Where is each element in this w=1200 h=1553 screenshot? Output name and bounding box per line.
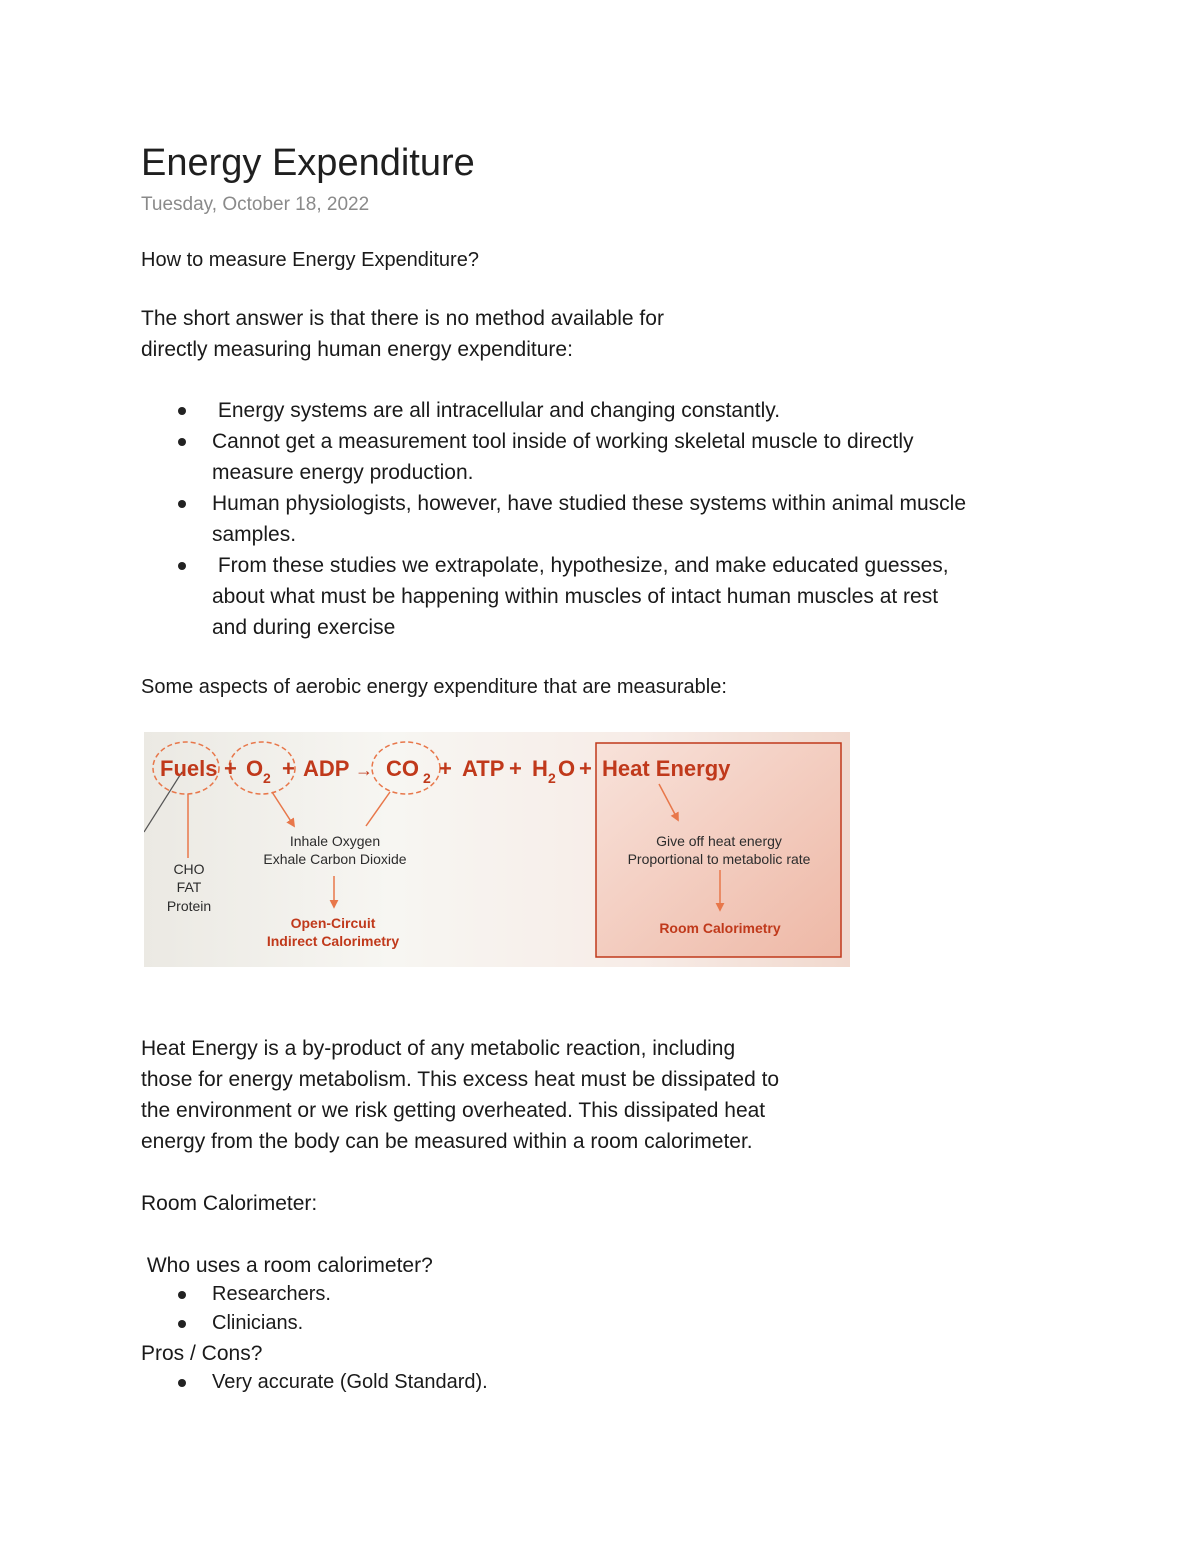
svg-text:+ [282,756,295,781]
gas-line: Exhale Carbon Dioxide [263,851,407,867]
svg-text:2 [263,770,271,786]
list-item-line: Human physiologists, however, have studied these systems within animal muscle [212,492,967,515]
gas-line: Inhale Oxygen [289,833,381,849]
list-item-line: about what must be happening within muscles of intact human muscles at rest [212,585,939,608]
list-item-line: and during exercise [212,616,396,639]
list-item-line: Cannot get a measurement tool inside of working skeletal muscle to directly [212,430,914,453]
fuel-fat: FAT [176,879,202,895]
room-calorimetry-label: Room Calorimetry [659,920,781,936]
list-item-line: measure energy production. [212,461,474,484]
fuel-protein: Protein [166,898,212,914]
eq-plus: + [282,756,295,781]
fuel-cho: CHO [173,861,205,877]
svg-text:Protein [167,898,211,914]
eq-plus: + [439,756,452,781]
svg-text:O [246,756,263,781]
svg-text:ADP [303,756,349,781]
svg-text:Fuels [160,756,217,781]
pros-cons-list [141,1368,488,1397]
list-item-line: Energy systems are all intracellular and changing constantly. [212,399,781,422]
list-item [141,550,966,643]
eq-hydrogen: H [532,756,548,781]
eq-oxygen: O [246,756,264,781]
open-circuit-label: Indirect Calorimetry [266,933,400,949]
page-title: Energy Expenditure [141,142,475,184]
eq-subscript: 2 [548,770,556,786]
eq-atp: ATP [462,756,505,781]
svg-text:+ [224,756,237,781]
page-date: Tuesday, October 18, 2022 [141,194,370,215]
svg-text:O [558,756,575,781]
list-item: Researchers. [141,1280,331,1309]
list-item [141,426,966,488]
svg-text:+ [509,756,522,781]
eq-heat-energy: Heat Energy [602,756,731,781]
heat-paragraph-line: those for energy metabolism. This excess heat must be dissipated to [141,1068,780,1091]
svg-text:+ [439,756,452,781]
question-text: How to measure Energy Expenditure? [141,249,479,271]
svg-text:Give off heat energy [656,833,782,849]
svg-text:→ [355,760,373,780]
svg-text:Heat Energy [602,756,731,781]
svg-text:CHO [173,861,204,877]
svg-text:Indirect Calorimetry [267,933,399,949]
pros-cons-heading: Pros / Cons? [141,1342,263,1365]
svg-text:CO [386,756,419,781]
short-answer-line: directly measuring human energy expenditure: [141,338,573,361]
list-item: Clinicians. [141,1309,331,1338]
room-calorimeter-heading: Room Calorimeter: [141,1192,318,1215]
svg-text:Room Calorimetry [659,920,781,936]
energy-equation-diagram [144,732,850,967]
who-uses-question: Who uses a room calorimeter? [141,1254,433,1277]
open-circuit-label: Open-Circuit [290,915,376,931]
eq-subscript: 2 [423,770,431,786]
list-item: Very accurate (Gold Standard). [141,1368,488,1397]
list-item-line: samples. [212,523,297,546]
eq-plus: + [509,756,522,781]
list-item-line: From these studies we extrapolate, hypothesize, and make educated guesses, [212,554,949,577]
svg-text:Inhale Oxygen [290,833,380,849]
who-uses-list [141,1280,331,1338]
svg-text:Open-Circuit [291,915,376,931]
svg-text:H [532,756,548,781]
short-answer-line: The short answer is that there is no method available for [141,307,664,330]
svg-text:ATP [462,756,504,781]
svg-text:FAT [177,879,202,895]
eq-fuels: Fuels [160,756,218,781]
heat-line: Proportional to metabolic rate [627,851,811,867]
svg-text:Exhale Carbon Dioxide [263,851,406,867]
heat-paragraph-line: the environment or we risk getting overheated. This dissipated heat [141,1099,766,1122]
svg-text:Proportional to metabolic rate [628,851,811,867]
eq-plus: + [579,756,592,781]
eq-adp: ADP [303,756,350,781]
svg-text:2 [548,770,556,786]
list-item [141,488,966,550]
eq-subscript: 2 [263,770,271,786]
measurement-limits-list [141,395,966,643]
list-item [141,395,966,426]
heat-paragraph-line: energy from the body can be measured within a room calorimeter. [141,1130,753,1153]
heat-line: Give off heat energy [656,833,782,849]
svg-text:+ [579,756,592,781]
eq-arrow: → [355,760,373,780]
eq-plus: + [224,756,237,781]
eq-water-oxygen: O [558,756,576,781]
eq-co2: CO [386,756,419,781]
aspects-intro: Some aspects of aerobic energy expenditure that are measurable: [141,676,727,698]
heat-paragraph-line: Heat Energy is a by-product of any metabolic reaction, including [141,1037,736,1060]
svg-text:2 [423,770,431,786]
